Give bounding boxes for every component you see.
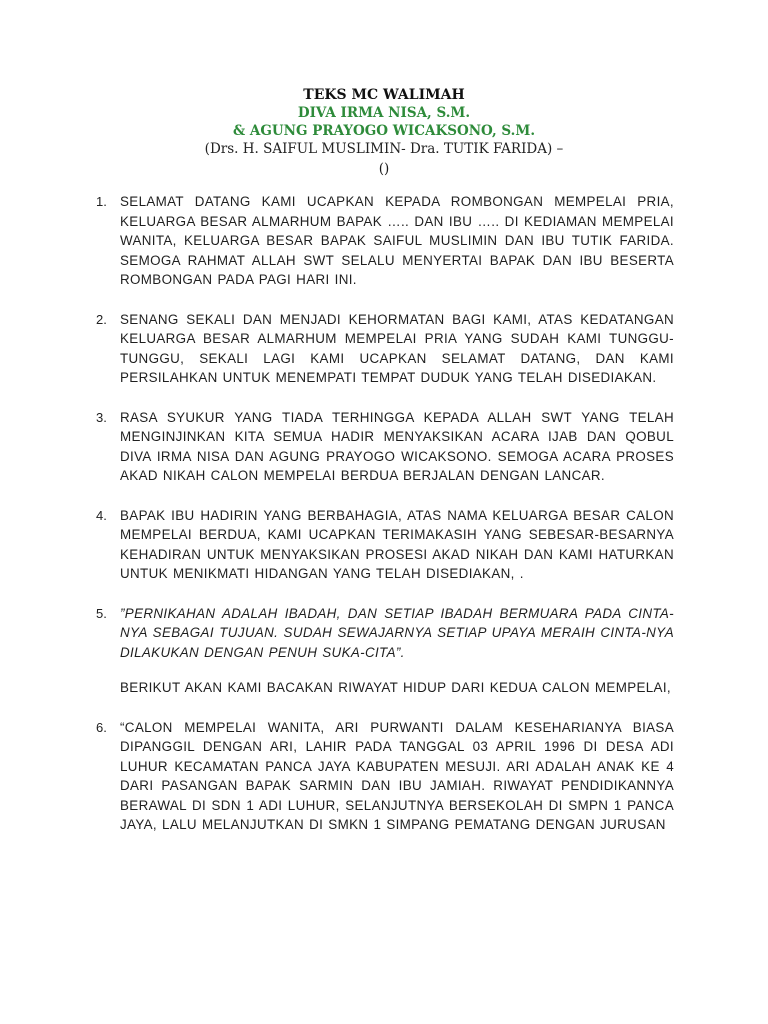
numbered-list xyxy=(0,192,768,855)
list-item xyxy=(0,192,768,290)
list-item-text: “CALON MEMPELAI WANITA, ARI PURWANTI DALAM KESEHARIANYA BIASA DIPANGGIL DENGAN ARI, LAHIR PADA TANGGAL 03 APRIL 1996 DI DESA ADI LUHUR KECAMATAN PANCA JAYA KABUPATEN MESUJI. ARI ADALAH ANAK KE 4 DARI PASANGAN BAPAK SARMIN DAN IBU JAMIAH. RIWAYAT PENDIDIKANNYA BERAWAL DI SDN 1 ADI LUHUR, SELANJUTNYA BERSEKOLAH DI SMPN 1 PANCA JAYA, LALU MELANJUTKAN DI SMKN 1 SIMPANG PEMATANG DENGAN JURUSAN xyxy=(120,719,674,832)
list-item-subtext: BERIKUT AKAN KAMI BACAKAN RIWAYAT HIDUP DARI KEDUA CALON MEMPELAI, xyxy=(120,680,671,695)
groom-name: & AGUNG PRAYOGO WICAKSONO, S.M. xyxy=(232,123,536,139)
list-item-number: 1. xyxy=(96,194,107,209)
list-item-number: 5. xyxy=(96,605,107,621)
empty-parentheses: () xyxy=(378,161,390,177)
list-item-text: SELAMAT DATANG KAMI UCAPKAN KEPADA ROMBONGAN MEMPELAI PRIA, KELUARGA BESAR ALMARHUM BAPAK ….. DAN IBU ….. DI KEDIAMAN MEMPELAI WANITA, KELUARGA BESAR BAPAK SAIFUL MUSLIMIN DAN IBU TUTIK FARIDA. SEMOGA RAHMAT ALLAH SWT SELALU MENYERTAI BAPAK DAN IBU BESERTA ROMBONGAN PADA PAGI HARI INI. xyxy=(120,194,674,287)
list-item-number: 6. xyxy=(96,719,107,735)
list-item-number: 2. xyxy=(96,311,107,327)
list-item-text: SENANG SEKALI DAN MENJADI KEHORMATAN BAGI KAMI, ATAS KEDATANGAN KELUARGA BESAR ALMARHUM MEMPELAI PRIA YANG SUDAH KAMI TUNGGU-TUNGGU, SEKALI LAGI KAMI UCAPKAN SELAMAT DATANG, DAN KAMI PERSILAHKAN UNTUK MENEMPATI TEMPAT DUDUK YANG TELAH DISEDIAKAN. xyxy=(120,311,674,385)
document-header xyxy=(0,86,768,178)
list-item-text: BAPAK IBU HADIRIN YANG BERBAHAGIA, ATAS NAMA KELUARGA BESAR CALON MEMPELAI BERDUA, KAMI UCAPKAN TERIMAKASIH YANG SEBESAR-BESARNYA KEHADIRAN UNTUK MENYAKSIKAN PROSESI AKAD NIKAH DAN KAMI HATURKAN UNTUK MENIKMATI HIDANGAN YANG TELAH DISEDIAKAN, . xyxy=(120,507,674,581)
parents-line: (Drs. H. SAIFUL MUSLIMIN- Dra. TUTIK FARIDA) – xyxy=(204,141,564,157)
list-item-text: RASA SYUKUR YANG TIADA TERHINGGA KEPADA ALLAH SWT YANG TELAH MENGINJINKAN KITA SEMUA HADIR MENYAKSIKAN ACARA IJAB DAN QOBUL DIVA IRMA NISA DAN AGUNG PRAYOGO WICAKSONO. SEMOGA ACARA PROSES AKAD NIKAH CALON MEMPELAI BERDUA BERJALAN DENGAN LANCAR. xyxy=(120,409,674,483)
bride-name: DIVA IRMA NISA, S.M. xyxy=(297,105,471,121)
list-item xyxy=(0,718,768,835)
quote-text: ”PERNIKAHAN ADALAH IBADAH, DAN SETIAP IBADAH BERMUARA PADA CINTA-NYA SEBAGAI TUJUAN. SUDAH SEWAJARNYA SETIAP UPAYA MERAIH CINTA-NYA DILAKUKAN DENGAN PENUH SUKA-CITA”. xyxy=(120,605,674,660)
list-item xyxy=(0,310,768,388)
document-title: TEKS MC WALIMAH xyxy=(303,87,465,103)
list-item xyxy=(0,604,768,698)
list-item-number: 4. xyxy=(96,507,107,523)
list-item xyxy=(0,408,768,486)
list-item-number: 3. xyxy=(96,409,107,425)
list-item xyxy=(0,506,768,584)
